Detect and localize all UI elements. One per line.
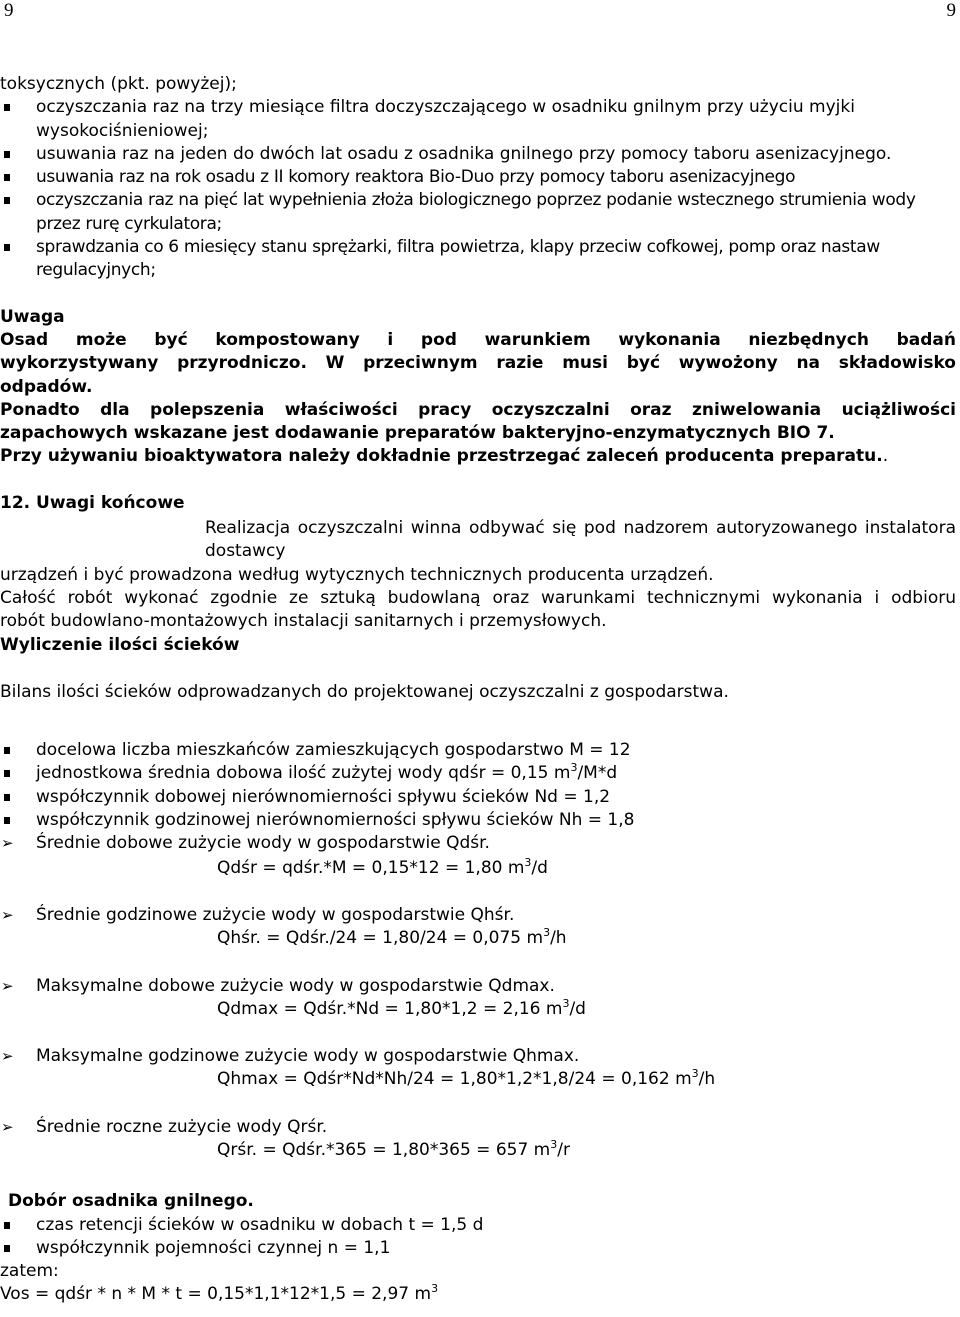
bullet-item: współczynnik dobowej nierównomierności spływu ścieków Nd = 1,2 [0, 786, 956, 809]
formula-text: Qrśr. = Qdśr.*365 = 1,80*365 = 657 m [217, 1139, 551, 1160]
page-number-left: 9 [4, 0, 14, 21]
superscript: 3 [562, 996, 570, 1010]
formula-text: /r [557, 1139, 570, 1160]
text-line: wysokociśnieniowej; [36, 120, 209, 141]
bullet-item: współczynnik pojemności czynnej n = 1,1 [0, 1237, 956, 1260]
note-period: . [882, 446, 889, 467]
formula-text: Qdmax = Qdśr.*Nd = 1,80*1,2 = 2,16 m [217, 998, 563, 1019]
subsection-heading: Dobór osadnika gnilnego. [8, 1191, 254, 1212]
formula-line [0, 1068, 956, 1091]
bullet-item [0, 762, 956, 785]
paragraph-line: Całość robót wykonać zgodnie ze sztuką budowlaną oraz warunkami technicznymi wykonania i odbioru [0, 587, 956, 608]
arrow-item: ➢ Maksymalne godzinowe zużycie wody w gospodarstwie Qhmax. [0, 1045, 956, 1068]
arrow-item: ➢ Średnie dobowe zużycie wody w gospodarstwie Qdśr. [0, 832, 956, 855]
superscript: 3 [431, 1282, 439, 1296]
note-line: wykorzystywany przyrodniczo. W przeciwnym razie musi być wywożony na składowisko [0, 353, 956, 374]
text-line: toksycznych (pkt. powyżej); [0, 74, 237, 94]
bullet-item: usuwania raz na jeden do dwóch lat osadu z osadnika gnilnego przy pomocy taboru asenizacyjnego. [0, 143, 956, 166]
formula-text: /d [569, 998, 586, 1019]
note-line: Ponadto dla polepszenia właściwości pracy oczyszczalni oraz zniwelowania uciążliwości [0, 399, 956, 420]
arrow-item: ➢ Średnie godzinowe zużycie wody w gospodarstwie Qhśr. [0, 904, 956, 927]
note-line: zapachowych wskazane jest dodawanie preparatów bakteryjno-enzymatycznych BIO 7. [0, 423, 835, 444]
note-line [0, 445, 956, 468]
bullet-item: usuwania raz na rok osadu z II komory reaktora Bio-Duo przy pomocy taboru asenizacyjnego [0, 166, 956, 189]
formula-text: /d [531, 857, 548, 878]
superscript: 3 [691, 1067, 699, 1081]
bullet-item: sprawdzania co 6 miesięcy stanu sprężarki, filtra powietrza, klapy przeciw cofkowej, pomp oraz nastaw regulacyjnych; [0, 236, 956, 283]
paragraph-line: Bilans ilości ścieków odprowadzanych do projektowanej oczyszczalni z gospodarstwa. [0, 681, 729, 702]
formula-line [0, 927, 956, 950]
superscript: 3 [524, 855, 532, 869]
paragraph-line: robót budowlano-montażowych instalacji sanitarnych i przemysłowych. [0, 611, 607, 632]
paragraph-line: urządzeń i być prowadzona według wytycznych technicznych producenta urządzeń. [0, 564, 714, 585]
formula-text: /h [698, 1069, 716, 1090]
bullet-text: /M*d [577, 763, 618, 784]
note-line: Osad może być kompostowany i pod warunkiem wykonania niezbędnych badań [0, 329, 956, 350]
text-line: zatem: [0, 1261, 59, 1282]
subsection-heading: Wyliczenie ilości ścieków [0, 634, 240, 655]
superscript: 3 [570, 761, 578, 775]
formula-line [0, 857, 956, 880]
bullet-item: czas retencji ścieków w osadniku w dobach t = 1,5 d [0, 1214, 956, 1237]
paragraph-line: Realizacja oczyszczalni winna odbywać się pod nadzorem autoryzowanego instalatora dostawcy [205, 518, 956, 562]
note-text: Przy używaniu bioaktywatora należy dokładnie przestrzegać zaleceń producenta preparatu. [0, 446, 883, 467]
arrow-item: ➢ Maksymalne dobowe zużycie wody w gospodarstwie Qdmax. [0, 975, 956, 998]
formula-text: Qhmax = Qdśr*Nd*Nh/24 = 1,80*1,2*1,8/24 = 0,162 m [217, 1069, 692, 1090]
formula-line [0, 1283, 956, 1306]
document-body [0, 73, 956, 1307]
bullet-item: współczynnik godzinowej nierównomierności spływu ścieków Nh = 1,8 [0, 809, 956, 832]
formula-text: /h [550, 928, 567, 949]
section-heading: 12. Uwagi końcowe [0, 492, 185, 513]
bullet-item: oczyszczania raz na pięć lat wypełnienia złoża biologicznego poprzez podanie wstecznego strumienia wody przez rurę cyrkulatora; [0, 189, 956, 236]
note-heading: Uwaga [0, 306, 65, 327]
page-number-right: 9 [946, 0, 956, 21]
formula-text: Qdśr = qdśr.*M = 0,15*12 = 1,80 m [217, 857, 525, 878]
formula-text: Vos = qdśr * n * M * t = 0,15*1,1*12*1,5 = 2,97 m [0, 1284, 432, 1305]
formula-text: Qhśr. = Qdśr./24 = 1,80/24 = 0,075 m [217, 928, 544, 949]
formula-line [0, 998, 956, 1021]
bullet-text: jednostkowa średnia dobowa ilość zużytej wody qdśr = 0,15 m [36, 763, 571, 784]
bullet-item: docelowa liczba mieszkańców zamieszkujących gospodarstwo M = 12 [0, 739, 956, 762]
superscript: 3 [543, 926, 551, 940]
superscript: 3 [550, 1137, 558, 1151]
note-line: odpadów. [0, 376, 93, 397]
formula-line [0, 1139, 956, 1162]
arrow-item: ➢ Średnie roczne zużycie wody Qrśr. [0, 1116, 956, 1139]
bullet-item: oczyszczania raz na trzy miesiące filtra doczyszczającego w osadniku gnilnym przy użyciu myjki [0, 96, 956, 119]
